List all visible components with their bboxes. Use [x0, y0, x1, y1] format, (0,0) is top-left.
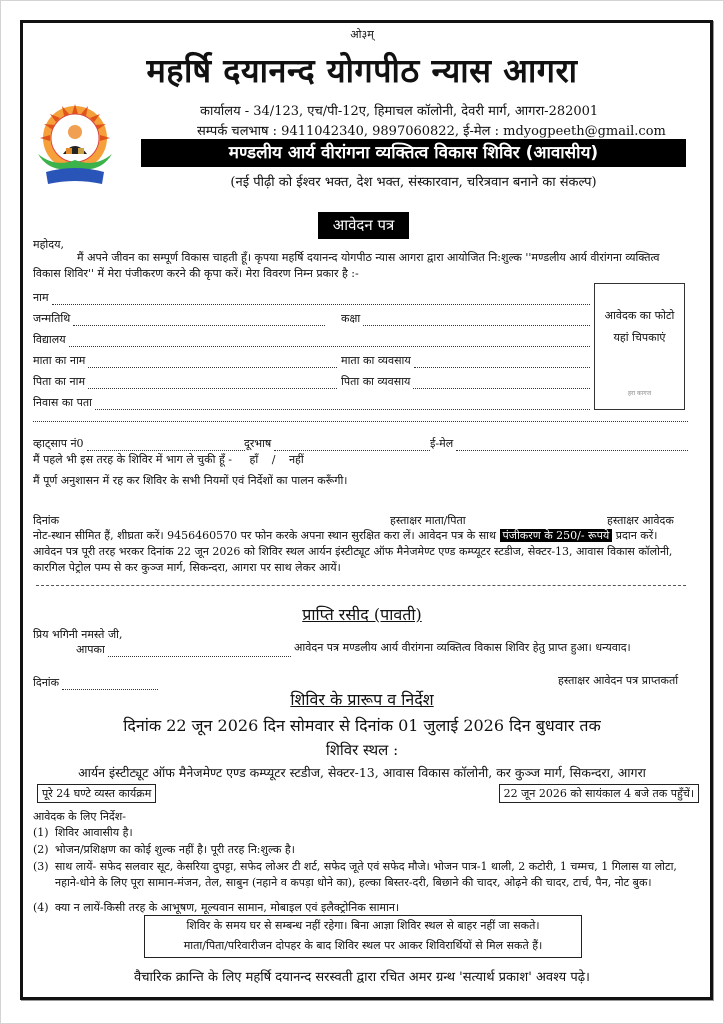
mother-occupation-field[interactable]	[341, 353, 590, 368]
yes-option[interactable]: हाँ	[249, 453, 259, 466]
venue-address: आर्यन इंस्टीट्यूट ऑफ मैनेजमेण्ट एण्ड कम्प्यूटर स्टडीज, सेक्टर-13, आवास विकास कॉलोनी, कर कुञ्ज मार्ग, सिकन्दरा, आगरा	[78, 765, 646, 780]
option-separator: /	[271, 453, 276, 466]
note-paragraph	[33, 528, 683, 576]
camp-dates: दिनांक 22 जून 2026 दिन सोमवार से दिनांक 01 जुलाई 2026 दिन बुधवार तक	[123, 716, 601, 735]
applicant-signature-label: हस्ताक्षर आवेदक	[607, 514, 674, 527]
instruction-item: (4) क्या न लायें-किसी तरह के आभूषण, मूल्यवान सामान, मोबाइल एवं इलैक्ट्रोनिक सामान।	[33, 901, 400, 914]
dob-label: जन्मतिथि	[33, 312, 71, 325]
address-field-line2[interactable]	[33, 412, 688, 422]
rules-box	[144, 915, 582, 958]
address-label: निवास का पता	[33, 396, 93, 409]
phone-field[interactable]	[244, 436, 430, 451]
photo-box-line1: आवेदक का फोटो	[604, 309, 675, 322]
email-field[interactable]	[430, 436, 688, 451]
pledge-text: मैं पूर्ण अनुशासन में रह कर शिविर के सभी नियमों एवं निर्देशों का पालन करूँगी।	[33, 474, 348, 487]
office-address: कार्यालय - 34/123, एच/पी-12ए, हिमाचल कॉलोनी, देवरी मार्ग, आगरा-282001	[200, 104, 599, 119]
address-field[interactable]	[33, 395, 590, 410]
date-label: दिनांक	[33, 514, 60, 527]
no-option[interactable]: नहीं	[288, 453, 304, 466]
dob-field[interactable]	[33, 311, 325, 326]
om-symbol: ओ३म्	[350, 28, 374, 41]
instruction-item: (2) भोजन/प्रशिक्षण का कोई शुल्क नहीं है। पूरी तरह नि:शुल्क है।	[33, 843, 295, 856]
receiver-signature-label: हस्ताक्षर आवेदन पत्र प्राप्तकर्ता	[558, 674, 679, 687]
name-field[interactable]	[33, 290, 590, 305]
schedule-box: पूरे 24 घण्टे व्यस्त कार्यक्रम	[37, 784, 156, 803]
father-name-label: पिता का नाम	[33, 375, 86, 388]
school-field[interactable]	[33, 332, 590, 347]
note-text-2: प्रदान करें। आवेदन पत्र पूरी तरह भरकर दिनांक 22 जून 2026 को शिविर स्थल आर्यन इंस्टीट्यूट ऑफ मैनेजमेण्ट एण्ड कम्प्यूटर स्टडीज, सेक्टर-13, आवास विकास कॉलोनी, कारगिल पेट्रोल पम्प से कर कुञ्ज मार्ग, सिकन्दरा, आगरा पर साथ लेकर आयें।	[33, 529, 673, 574]
photo-box-line2: यहां चिपकाएं	[613, 331, 666, 344]
photo-box	[594, 283, 685, 410]
cut-line	[36, 585, 686, 586]
mother-name-label: माता का नाम	[33, 354, 86, 367]
father-name-field[interactable]	[33, 374, 337, 389]
note-text-1: नोट-स्थान सीमित हैं, शीघ्रता करें। 9456460570 पर फोन करके अपना स्थान सुरक्षित करा लें। आवेदन पत्र के साथ	[33, 529, 497, 542]
whatsapp-label: व्हाट्साप नं0	[33, 437, 84, 450]
father-occupation-label: पिता का व्यवसाय	[341, 375, 411, 388]
father-occupation-field[interactable]	[341, 374, 590, 389]
registration-fee-highlight: पंजीकरण के 250/- रूपये	[500, 529, 613, 542]
arrival-box: 22 जून 2026 को सायंकाल 4 बजे तक पहुँचें।	[499, 784, 699, 803]
application-heading: आवेदन पत्र	[318, 212, 409, 239]
name-label: नाम	[33, 291, 49, 304]
instruction-item: (1) शिविर आवासीय है।	[33, 826, 133, 839]
org-title: महर्षि दयानन्द योगपीठ न्यास आगरा	[146, 51, 578, 90]
class-field[interactable]	[341, 311, 590, 326]
rules-line-2: माता/पिता/परिवारीजन दोपहर के बाद शिविर स्थल पर आकर शिविरार्थियों से मिल सकते हैं।	[183, 939, 543, 952]
phone-label: दूरभाष	[244, 437, 272, 450]
receipt-greeting: प्रिय भगिनी नमस्ते जी,	[33, 628, 123, 641]
parent-signature-label: हस्ताक्षर माता/पिता	[390, 514, 466, 527]
tagline: (नई पीढ़ी को ईश्वर भक्त, देश भक्त, संस्कारवान, चरित्रवान बनाने का संकल्प)	[230, 175, 597, 190]
email-label: ई-मेल	[430, 437, 454, 450]
intro-paragraph: मैं अपने जीवन का सम्पूर्ण विकास चाहती हूँ। कृपया महर्षि दयानन्द योगपीठ न्यास आगरा द्वारा आयोजित नि:शुल्क ''मण्डलीय आर्य वीरांगना व्यक्तित्व विकास शिविर'' में मेरा पंजीकरण करने की कृपा करें। मेरा विवरण निम्न प्रकार है :-	[33, 251, 660, 280]
school-label: विद्यालय	[33, 333, 66, 346]
contact-info: सम्पर्क चलभाष : 9411042340, 9897060822, ई-मेल : mdyogpeeth@gmail.com	[197, 124, 666, 139]
receipt-body: आवेदन पत्र मण्डलीय आर्य वीरांगना व्यक्तित्व विकास शिविर हेतु प्राप्त हुआ। धन्यवाद।	[294, 641, 631, 654]
receipt-name-field[interactable]	[76, 642, 291, 657]
instruction-item: (3) साथ लायें- सफेद सलवार सूट, केसरिया दुपट्टा, सफेद लोअर टी शर्ट, सफेद जूते एवं सफेद मौजे। भोजन पात्र-1 थाली, 2 कटोरी, 1 चम्मच, 1 गिलास या लोटा, नहाने-धोने के लिए पूरा सामान-मंजन, तेल, साबुन (नहाने व कपड़ा धोने का), हल्का बिस्तर-दरी, बिछाने की चादर, ओढ़ने की चादर, टार्च, पैन, नोट बुक।	[33, 860, 677, 889]
venue-label: शिविर स्थल :	[325, 741, 399, 759]
footer-note: वैचारिक क्रान्ति के लिए महर्षि दयानन्द सरस्वती द्वारा रचित अमर ग्रन्थ 'सत्यार्थ प्रकाश' अवश्य पढ़े।	[134, 970, 590, 985]
class-label: कक्षा	[341, 312, 361, 325]
camp-banner: मण्डलीय आर्य वीरांगना व्यक्तित्व विकास शिविर (आवासीय)	[141, 139, 686, 167]
mother-name-field[interactable]	[33, 353, 337, 368]
whatsapp-field[interactable]	[33, 436, 245, 451]
instructions-title: आवेदक के लिए निर्देश-	[33, 810, 126, 823]
camp-heading: शिविर के प्रारूप व निर्देश	[290, 690, 434, 709]
receipt-heading: प्राप्ति रसीद (पावती)	[302, 605, 422, 624]
rules-line-1: शिविर के समय घर से सम्बन्ध नहीं रहेगा। बिना आज्ञा शिविर स्थल से बाहर नहीं जा सकते।	[186, 919, 540, 932]
photo-box-hint: हरा कागज	[627, 390, 652, 397]
previous-camp-question	[33, 452, 304, 467]
receipt-your-label: आपका	[76, 643, 105, 656]
receipt-date-label: दिनांक	[33, 676, 60, 689]
org-emblem-icon	[30, 102, 120, 190]
salutation: महोदय,	[33, 238, 64, 251]
previous-camp-label: मैं पहले भी इस तरह के शिविर में भाग ले चुकी हूँ -	[33, 453, 233, 466]
mother-occupation-label: माता का व्यवसाय	[341, 354, 411, 367]
